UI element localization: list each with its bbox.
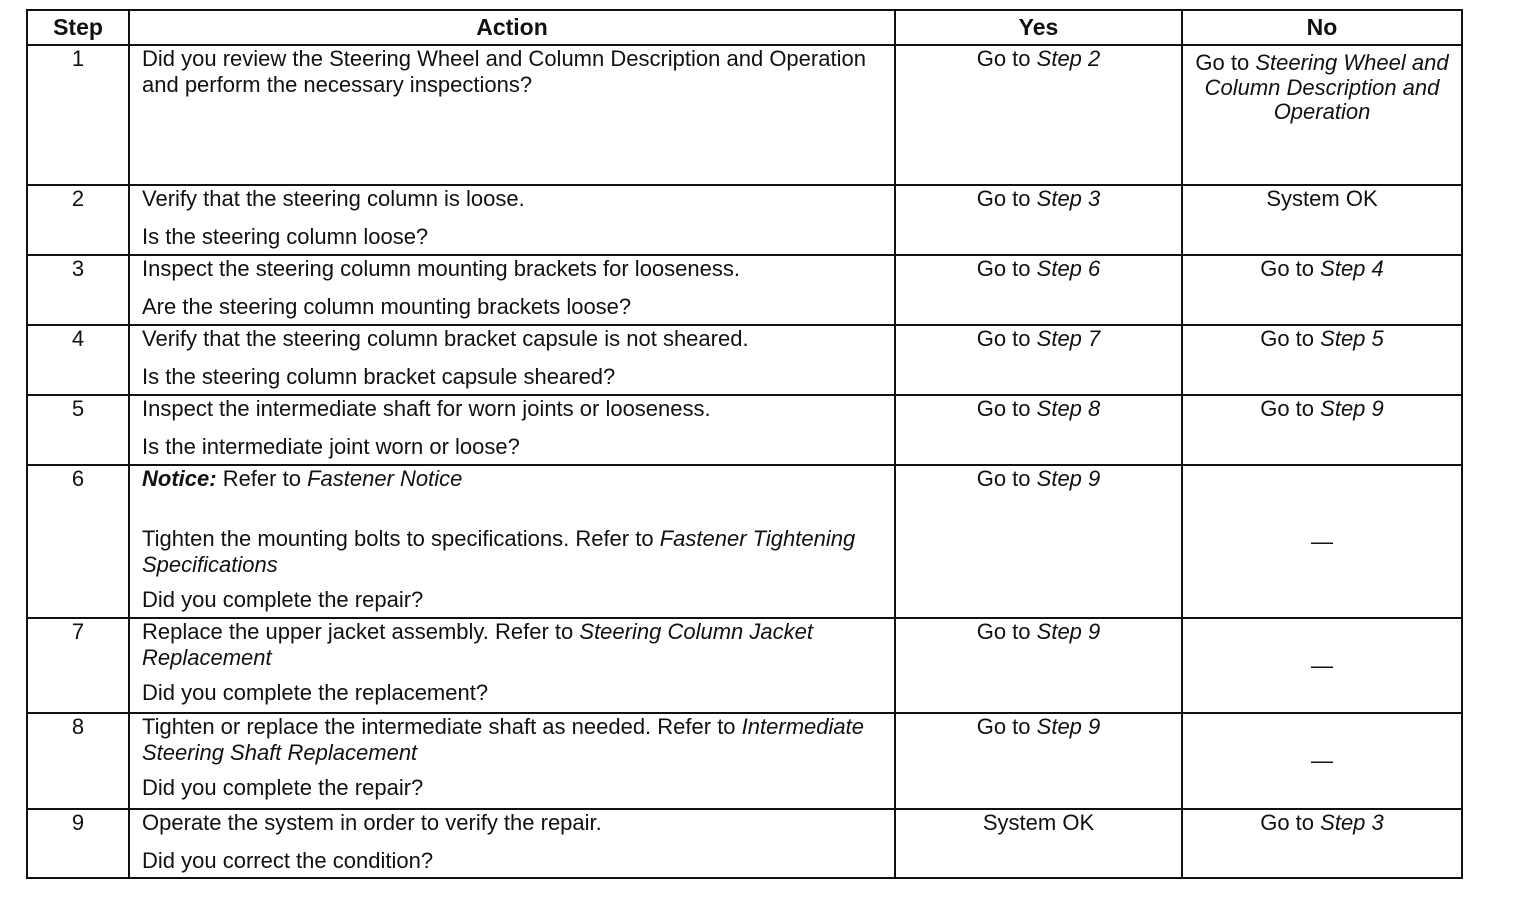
no-dash: — (1311, 748, 1333, 774)
go-to-label: Go to (976, 186, 1031, 211)
table-row (27, 185, 1462, 255)
yes-step-link[interactable]: Step 2 (1036, 46, 1101, 71)
action-cell (129, 809, 895, 878)
action-instruction: Verify that the steering column bracket capsule is not sheared. (142, 326, 749, 351)
step-number: 8 (27, 713, 129, 809)
action-cell (129, 618, 895, 713)
no-cell (1182, 185, 1462, 255)
step-number: 3 (27, 255, 129, 325)
no-cell (1182, 809, 1462, 878)
yes-step-link[interactable]: Step 7 (1036, 326, 1101, 351)
action-cell (129, 395, 895, 465)
action-question: Did you complete the repair? (142, 586, 424, 612)
action-cell (129, 325, 895, 395)
yes-step-link[interactable]: Step 3 (1036, 186, 1101, 211)
header-row (27, 10, 1462, 45)
action-instruction (142, 619, 882, 671)
reference-link[interactable]: Intermediate Steering Shaft Replacement (142, 714, 864, 765)
action-instruction: Verify that the steering column is loose. (142, 186, 525, 211)
go-to-label: Go to (1260, 810, 1315, 835)
action-instruction (142, 714, 882, 766)
no-cell (1182, 465, 1462, 618)
step-number: 5 (27, 395, 129, 465)
action-question: Did you complete the repair? (142, 774, 424, 800)
go-to-label: Go to (1260, 396, 1315, 421)
table-row (27, 45, 1462, 185)
action-text: Did you review the Steering Wheel and Column Description and Operation and perform the necessary inspections? (142, 46, 866, 97)
go-to-label: Go to (976, 619, 1031, 644)
no-step-link[interactable]: Step 3 (1320, 810, 1384, 835)
action-question: Is the steering column bracket capsule sheared? (142, 363, 616, 389)
yes-cell (895, 618, 1182, 713)
action-question: Is the steering column loose? (142, 223, 429, 249)
table-row (27, 713, 1462, 809)
step-number: 6 (27, 465, 129, 618)
step-number: 2 (27, 185, 129, 255)
action-instruction: Inspect the steering column mounting brackets for looseness. (142, 256, 740, 281)
no-cell (1182, 395, 1462, 465)
table-row (27, 809, 1462, 878)
yes-result-text: System OK (982, 810, 1095, 835)
step-number: 7 (27, 618, 129, 713)
action-text: Tighten the mounting bolts to specifications. Refer to (142, 525, 654, 551)
no-cell (1182, 255, 1462, 325)
action-question: Did you correct the condition? (142, 847, 434, 873)
yes-cell (895, 713, 1182, 809)
yes-cell (895, 255, 1182, 325)
yes-cell (895, 325, 1182, 395)
action-cell (129, 713, 895, 809)
yes-cell (895, 45, 1182, 185)
action-question: Did you complete the replacement? (142, 679, 489, 705)
yes-step-link[interactable]: Step 9 (1036, 714, 1101, 739)
no-step-link[interactable]: Step 5 (1320, 326, 1384, 351)
go-to-label: Go to (976, 256, 1031, 281)
reference-link[interactable]: Steering Column Jacket Replacement (142, 619, 813, 670)
notice-label: Notice: (142, 466, 217, 491)
no-result-text: System OK (1266, 186, 1378, 211)
no-cell (1182, 618, 1462, 713)
action-instruction: Operate the system in order to verify the repair. (142, 810, 602, 835)
yes-cell (895, 465, 1182, 618)
notice-line (142, 466, 882, 492)
yes-step-link[interactable]: Step 9 (1036, 466, 1101, 491)
header-no: No (1182, 10, 1462, 45)
go-to-label: Go to (1195, 50, 1250, 75)
go-to-label: Go to (976, 714, 1031, 739)
no-step-link[interactable]: Step 9 (1320, 396, 1384, 421)
yes-step-link[interactable]: Step 9 (1036, 619, 1101, 644)
no-cell (1182, 713, 1462, 809)
no-cell (1182, 325, 1462, 395)
header-step: Step (27, 10, 129, 45)
reference-link[interactable]: Fastener Tightening Specifications (142, 525, 856, 577)
no-dash: — (1311, 528, 1333, 554)
table-row (27, 325, 1462, 395)
diagnostic-table (26, 9, 1463, 879)
action-question: Are the steering column mounting brackets loose? (142, 293, 632, 319)
go-to-label: Go to (976, 396, 1031, 421)
yes-cell (895, 185, 1182, 255)
table-row (27, 255, 1462, 325)
table-row (27, 618, 1462, 713)
yes-cell (895, 809, 1182, 878)
step-number: 9 (27, 809, 129, 878)
action-cell (129, 185, 895, 255)
no-cell (1182, 45, 1462, 185)
action-text: Replace the upper jacket assembly. Refer to (142, 619, 574, 644)
action-instruction (142, 526, 882, 578)
step-number: 4 (27, 325, 129, 395)
go-to-label: Go to (976, 466, 1031, 491)
no-reference-link[interactable]: Steering Wheel and Column Description and Operation (1204, 50, 1449, 125)
table-row (27, 465, 1462, 618)
go-to-label: Go to (976, 326, 1031, 351)
action-text: Tighten or replace the intermediate shaft as needed. Refer to (142, 714, 736, 739)
action-question: Is the intermediate joint worn or loose? (142, 433, 520, 459)
notice-link[interactable]: Fastener Notice (307, 466, 463, 491)
action-cell (129, 255, 895, 325)
step-number: 1 (27, 45, 129, 185)
notice-text: Refer to (222, 466, 301, 491)
go-to-label: Go to (1260, 256, 1315, 281)
yes-cell (895, 395, 1182, 465)
yes-step-link[interactable]: Step 8 (1036, 396, 1101, 421)
go-to-label: Go to (976, 46, 1031, 71)
go-to-label: Go to (1260, 326, 1315, 351)
header-action: Action (129, 10, 895, 45)
no-dash: — (1311, 652, 1333, 678)
action-cell (129, 45, 895, 185)
action-cell (129, 465, 895, 618)
action-instruction: Inspect the intermediate shaft for worn joints or looseness. (142, 396, 711, 421)
no-step-link[interactable]: Step 4 (1320, 256, 1384, 281)
table-row (27, 395, 1462, 465)
yes-step-link[interactable]: Step 6 (1036, 256, 1101, 281)
header-yes: Yes (895, 10, 1182, 45)
